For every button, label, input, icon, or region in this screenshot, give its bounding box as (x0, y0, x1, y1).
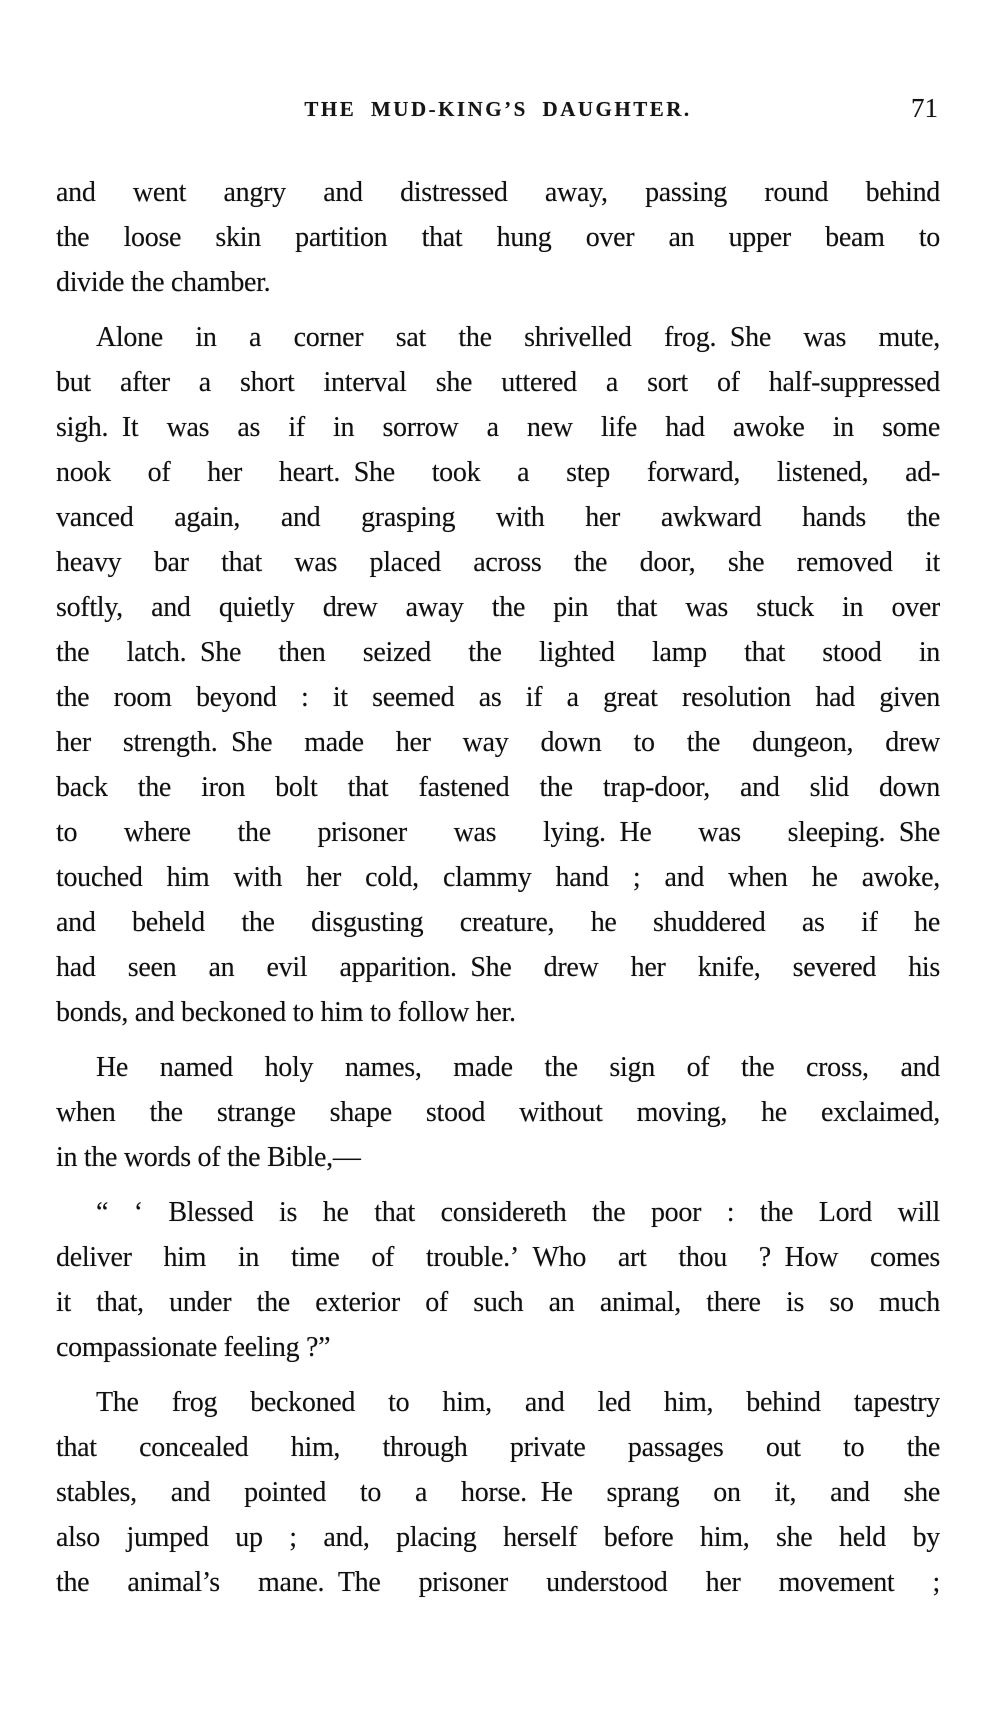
text-line: and beheld the disgusting creature, he shuddered as if he (56, 907, 940, 938)
text-block (56, 170, 940, 1615)
text-line: The frog beckoned to him, and led him, behind tapestry (96, 1387, 940, 1418)
text-line: He named holy names, made the sign of the cross, and (96, 1052, 940, 1083)
text-line: touched him with her cold, clammy hand ; and when he awoke, (56, 862, 940, 893)
paragraph (56, 1380, 940, 1605)
text-line: to where the prisoner was lying. He was sleeping. She (56, 817, 940, 848)
text-line: the animal’s mane. The prisoner understood her movement ; (56, 1567, 940, 1598)
text-line: the room beyond : it seemed as if a great resolution had given (56, 682, 940, 713)
text-line: stables, and pointed to a horse. He sprang on it, and she (56, 1477, 940, 1508)
text-line: deliver him in time of trouble.’ Who art thou ? How comes (56, 1242, 940, 1273)
text-line: when the strange shape stood without moving, he exclaimed, (56, 1097, 940, 1128)
text-line: and went angry and distressed away, passing round behind (56, 177, 940, 208)
text-line: sigh. It was as if in sorrow a new life had awoke in some (56, 412, 940, 443)
page-header-title: THE MUD-KING’S DAUGHTER. (304, 97, 692, 121)
text-line: also jumped up ; and, placing herself before him, she held by (56, 1522, 940, 1553)
paragraph (56, 1190, 940, 1370)
text-line: back the iron bolt that fastened the trap-door, and slid down (56, 772, 940, 803)
text-line: compassionate feeling ?” (56, 1332, 331, 1363)
text-line: the latch. She then seized the lighted lamp that stood in (56, 637, 940, 668)
text-line: bonds, and beckoned to him to follow her. (56, 997, 516, 1028)
running-head (56, 94, 940, 128)
text-line: vanced again, and grasping with her awkward hands the (56, 502, 940, 533)
text-line: in the words of the Bible,— (56, 1142, 361, 1173)
text-line: divide the chamber. (56, 267, 271, 298)
text-line: had seen an evil apparition. She drew her knife, severed his (56, 952, 940, 983)
text-line: the loose skin partition that hung over an upper beam to (56, 222, 940, 253)
page-number: 71 (911, 93, 938, 123)
text-line: that concealed him, through private passages out to the (56, 1432, 940, 1463)
paragraph (56, 1045, 940, 1180)
text-line: but after a short interval she uttered a sort of half-suppressed (56, 367, 940, 398)
text-line: her strength. She made her way down to the dungeon, drew (56, 727, 940, 758)
text-line: “ ‘ Blessed is he that considereth the poor : the Lord will (96, 1197, 940, 1228)
text-line: nook of her heart. She took a step forward, listened, ad- (56, 457, 940, 488)
text-line: softly, and quietly drew away the pin that was stuck in over (56, 592, 940, 623)
paragraph (56, 170, 940, 305)
text-line: it that, under the exterior of such an animal, there is so much (56, 1287, 940, 1318)
paragraph (56, 315, 940, 1035)
text-line: Alone in a corner sat the shrivelled frog. She was mute, (96, 322, 940, 353)
text-line: heavy bar that was placed across the door, she removed it (56, 547, 940, 578)
